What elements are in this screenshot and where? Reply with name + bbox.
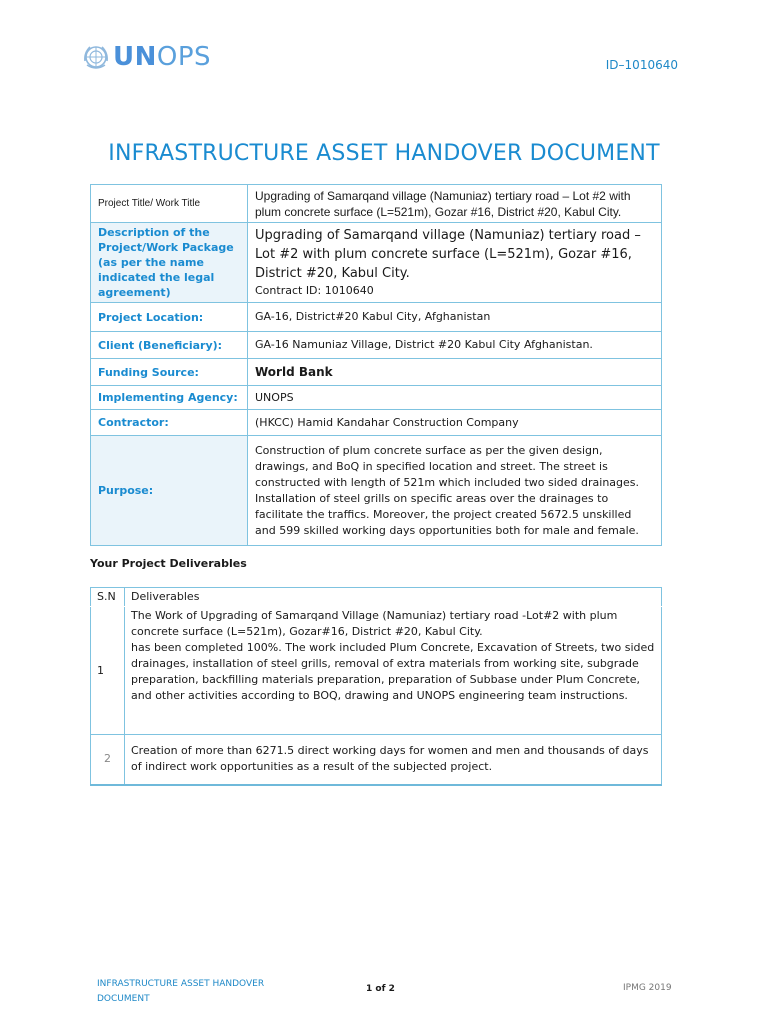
deliverable-row-2 <box>91 735 662 785</box>
row-purpose <box>91 436 662 546</box>
location-label: Project Location: <box>91 303 248 332</box>
funding-label: Funding Source: <box>91 359 248 386</box>
contract-id: Contract ID: 1010640 <box>255 284 374 297</box>
project-title-value: Upgrading of Samarqand village (Namuniaz) tertiary road – Lot #2 with plum concrete surface (L=521m), Gozar #16, District #20, Kabul City. <box>248 185 662 223</box>
purpose-value: Construction of plum concrete surface as per the given design, drawings, and BoQ in specified location and street. The street is constructed with length of 521m which included two sided drainages. Installation of steel grills on specific areas over the drainages to facilitate the traffics. Moreover, the project created 5672.5 unskilled and 599 skilled working days opportunities both for male and female. <box>248 436 662 546</box>
agency-label: Implementing Agency: <box>91 386 248 410</box>
contractor-value: (HKCC) Hamid Kandahar Construction Company <box>248 410 662 436</box>
footer-version: IPMG 2019 <box>623 983 672 993</box>
row-client <box>91 332 662 359</box>
document-id: ID–1010640 <box>605 58 678 72</box>
logo-wordmark <box>113 43 211 71</box>
location-value: GA-16, District#20 Kabul City, Afghanistan <box>248 303 662 332</box>
project-title-label: Project Title/ Work Title <box>91 185 248 223</box>
unops-logo <box>82 42 211 72</box>
row-agency <box>91 386 662 410</box>
deliverable-text <box>125 607 662 735</box>
deliverable-1-line1: The Work of Upgrading of Samarqand Village (Namuniaz) tertiary road -Lot#2 with plum concrete surface (L=521m), Gozar#16, District #20, Kabul City. <box>131 609 618 638</box>
description-cell <box>248 223 662 303</box>
contractor-label: Contractor: <box>91 410 248 436</box>
col-sn-header: S.N <box>91 588 125 607</box>
logo-un: UN <box>113 42 157 72</box>
deliverable-2-text: Creation of more than 6271.5 direct working days for women and men and thousands of days of indirect work opportunities as a result of the subjected project. <box>125 735 662 785</box>
row-contractor <box>91 410 662 436</box>
deliverable-sn: 2 <box>91 735 125 785</box>
deliverables-table <box>90 587 662 786</box>
un-emblem-icon <box>82 43 110 71</box>
row-funding <box>91 359 662 386</box>
deliverable-sn: 1 <box>91 607 125 735</box>
deliverables-header-row <box>91 588 662 607</box>
row-project-title <box>91 185 662 223</box>
client-label: Client (Beneficiary): <box>91 332 248 359</box>
purpose-label: Purpose: <box>91 436 248 546</box>
description-label: Description of the Project/Work Package (as per the name indicated the legal agreement) <box>91 223 248 303</box>
footer-document-name: INFRASTRUCTURE ASSET HANDOVER DOCUMENT <box>97 979 265 1004</box>
row-description <box>91 223 662 303</box>
deliverable-1-line2: has been completed 100%. The work included Plum Concrete, Excavation of Streets, two sided drainages, installation of steel grills, removal of extra materials from working site, subgrade preparation, backfilling materials preparation, preparation of Subbase under Plum Concrete, and other activities according to BOQ, drawing and UNOPS engineering team instructions. <box>131 641 655 702</box>
agency-value: UNOPS <box>248 386 662 410</box>
project-info-table <box>90 184 662 546</box>
deliverable-row-1 <box>91 607 662 735</box>
funding-value: World Bank <box>248 359 662 386</box>
logo-ops: OPS <box>156 42 212 72</box>
page-title: INFRASTRUCTURE ASSET HANDOVER DOCUMENT <box>108 141 660 166</box>
description-value: Upgrading of Samarqand village (Namuniaz) tertiary road – Lot #2 with plum concrete surface (L=521m), Gozar #16, District #20, Kabul City. <box>255 228 641 281</box>
client-value: GA-16 Namuniaz Village, District #20 Kabul City Afghanistan. <box>248 332 662 359</box>
deliverables-heading: Your Project Deliverables <box>90 557 247 570</box>
row-location <box>91 303 662 332</box>
col-deliverables-header: Deliverables <box>125 588 662 607</box>
footer-page-number: 1 of 2 <box>366 984 395 994</box>
